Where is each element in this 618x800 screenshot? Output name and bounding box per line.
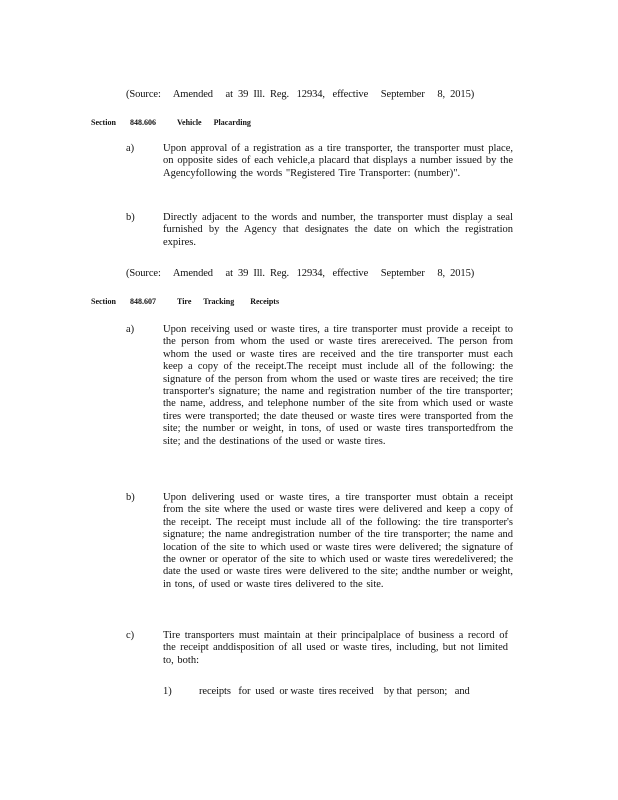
subsection-label: a)	[126, 143, 135, 154]
subsection-label: b)	[126, 492, 135, 503]
subsection-text: Upon receiving used or waste tires, a tire transporter must provide a receipt to the person from whom the used or waste tires arereceived. The person from whom the used or waste tires are received and the tire transporter must each keep a copy of the receipt.The receipt must include all of the following: the signature of the person from whom the used or waste tires are received; the tire transporter's signature; the name and registration number of the tire transporter; the name, address, and telephone number of the site from which used or waste tires were transported; the date theused or waste tires were transported from the site; the number or weight, in tons, of used or waste tires transportedfrom the site; and the destinations of the used or waste tires.	[163, 324, 513, 447]
subsection-text: Tire transporters must maintain at their principalplace of business a record of the receipt anddisposition of all used or waste tires, including, but not limited to, both:	[163, 630, 508, 666]
section-label: Section	[91, 297, 116, 306]
subsection-label: c)	[126, 630, 135, 641]
subsection-label: b)	[126, 212, 135, 223]
section-title: Vehicle Placarding	[177, 118, 251, 127]
subsection-text: Directly adjacent to the words and number, the transporter must display a seal furnished by the Agency that designates the date on which the registration expires.	[163, 212, 513, 248]
source-note: (Source: Amended at 39 Ill. Reg. 12934, effective September 8, 2015)	[126, 268, 475, 279]
source-note: (Source: Amended at 39 Ill. Reg. 12934, effective September 8, 2015)	[126, 89, 475, 100]
section-label: Section	[91, 118, 116, 127]
section-number: 848.607	[130, 297, 156, 306]
item-text: receipts for used or waste tires received by that person; and	[199, 686, 470, 697]
subsection-text: Upon approval of a registration as a tire transporter, the transporter must place, on opposite sides of each vehicle,a placard that displays a number issued by the Agencyfollowing the words "Registered Tire Transporter: (number)".	[163, 143, 513, 179]
section-number: 848.606	[130, 118, 156, 127]
section-title: Tire Tracking Receipts	[177, 297, 280, 306]
item-label: 1)	[163, 686, 172, 697]
subsection-text: Upon delivering used or waste tires, a tire transporter must obtain a receipt from the site where the used or waste tires were delivered and keep a copy of the receipt. The receipt must include all of the following: the tire transporter's signature; the name andregistration number of the tire transporter; the name and location of the site to which used or waste tires were delivered; the signature of the owner or operator of the site to which used or waste tires weredelivered; the date the used or waste tires were delivered to the site; andthe number or weight, in tons, of used or waste tires delivered to the site.	[163, 492, 513, 590]
subsection-label: a)	[126, 324, 135, 335]
